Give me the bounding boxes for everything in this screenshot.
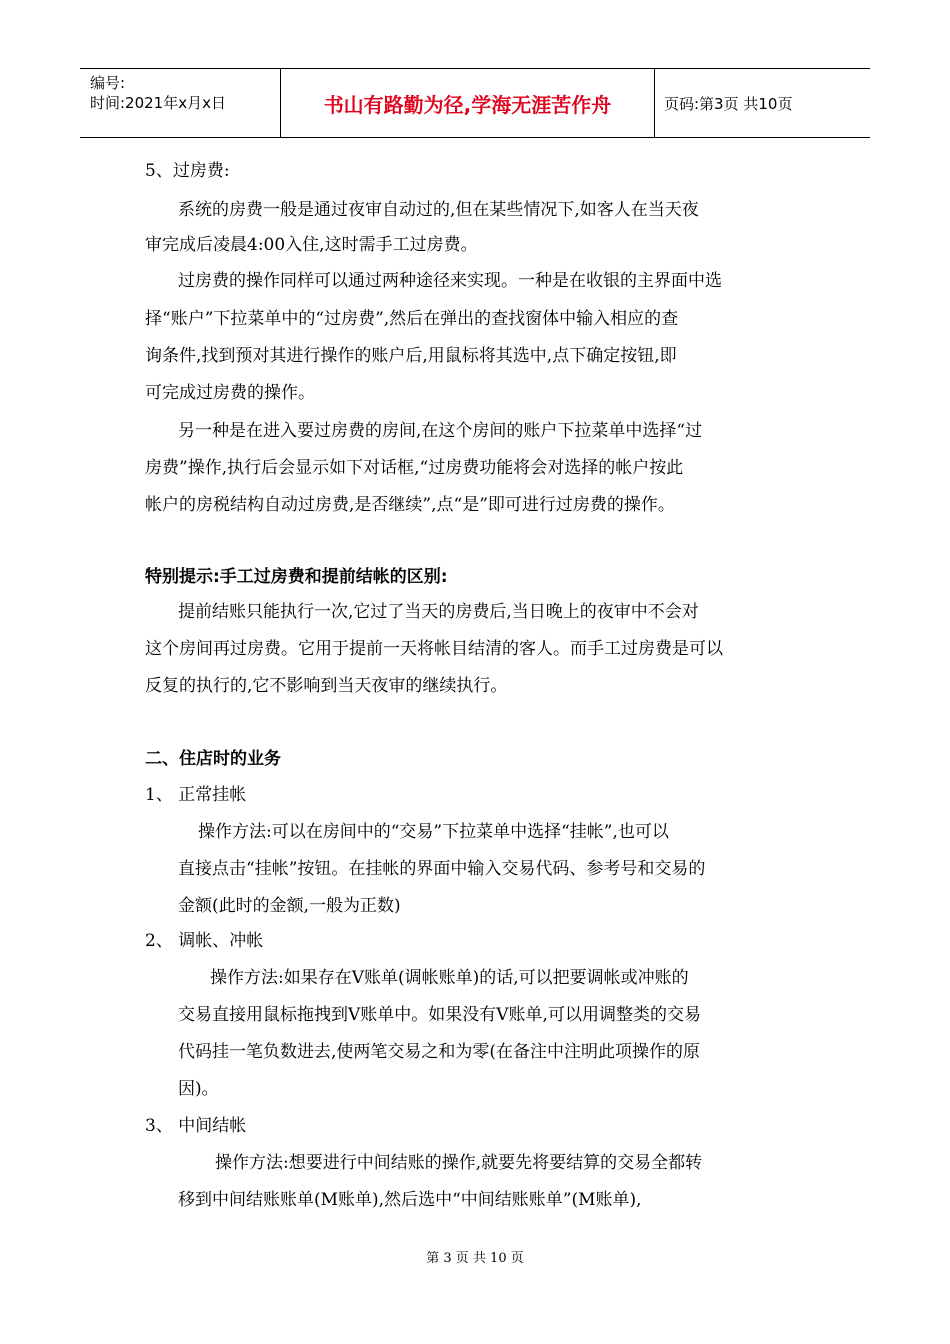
header-divider-right [654,69,655,137]
paragraph-line: 操作方法:如果存在V账单(调帐账单)的话,可以把要调帐或冲账的 [210,968,689,988]
list-item-heading: 3、 中间结帐 [145,1116,247,1136]
paragraph-line: 择“账户”下拉菜单中的“过房费”,然后在弹出的查找窗体中输入相应的查 [145,309,679,329]
page-footer: 第 3 页 共 10 页 [426,1251,524,1266]
list-item-heading: 1、 正常挂帐 [145,785,247,805]
section-heading-room-charge: 5、过房费: [145,161,230,181]
paragraph-line: 操作方法:想要进行中间结账的操作,就要先将要结算的交易全都转 [215,1153,703,1173]
paragraph-line: 审完成后凌晨4:00入住,这时需手工过房费。 [145,235,478,255]
paragraph-line: 提前结账只能执行一次,它过了当天的房费后,当日晚上的夜审中不会对 [178,602,699,622]
paragraph-line: 帐户的房税结构自动过房费,是否继续”,点“是”即可进行过房费的操作。 [145,495,675,515]
paragraph-line: 房费”操作,执行后会显示如下对话框,“过房费功能将会对选择的帐户按此 [145,458,684,478]
paragraph-line: 交易直接用鼠标拖拽到V账单中。如果没有V账单,可以用调整类的交易 [178,1005,701,1025]
paragraph-line: 可完成过房费的操作。 [145,383,315,403]
paragraph-line: 金额(此时的金额,一般为正数) [178,896,401,916]
page-header [80,68,870,138]
paragraph-line: 反复的执行的,它不影响到当天夜审的继续执行。 [145,676,508,696]
header-page-info: 页码:第3页 共10页 [664,94,793,113]
list-item-heading: 2、 调帐、冲帐 [145,931,264,951]
paragraph-line: 直接点击“挂帐”按钮。在挂帐的界面中输入交易代码、参考号和交易的 [178,859,706,879]
document-number-label: 编号: [90,74,126,92]
paragraph-line: 另一种是在进入要过房费的房间,在这个房间的账户下拉菜单中选择“过 [178,421,703,441]
paragraph-line: 代码挂一笔负数进去,使两笔交易之和为零(在备注中注明此项操作的原 [178,1042,701,1062]
paragraph-line: 移到中间结账账单(M账单),然后选中“中间结账账单”(M账单), [178,1190,642,1210]
header-motto: 书山有路勤为径,学海无涯苦作舟 [323,92,612,117]
paragraph-line: 询条件,找到预对其进行操作的账户后,用鼠标将其选中,点下确定按钮,即 [145,346,677,366]
header-meta [90,73,226,113]
paragraph-line: 过房费的操作同样可以通过两种途径来实现。一种是在收银的主界面中选 [178,271,722,291]
paragraph-line: 这个房间再过房费。它用于提前一天将帐目结清的客人。而手工过房费是可以 [145,639,723,659]
special-tip-heading: 特别提示:手工过房费和提前结帐的区别: [145,567,448,587]
paragraph-line: 操作方法:可以在房间中的“交易”下拉菜单中选择“挂帐”,也可以 [198,822,669,842]
document-time-label: 时间:2021年x月x日 [90,94,226,112]
paragraph-line: 系统的房费一般是通过夜审自动过的,但在某些情况下,如客人在当天夜 [178,200,699,220]
section-heading-in-house: 二、住店时的业务 [145,749,281,769]
paragraph-line: 因)。 [178,1079,219,1099]
